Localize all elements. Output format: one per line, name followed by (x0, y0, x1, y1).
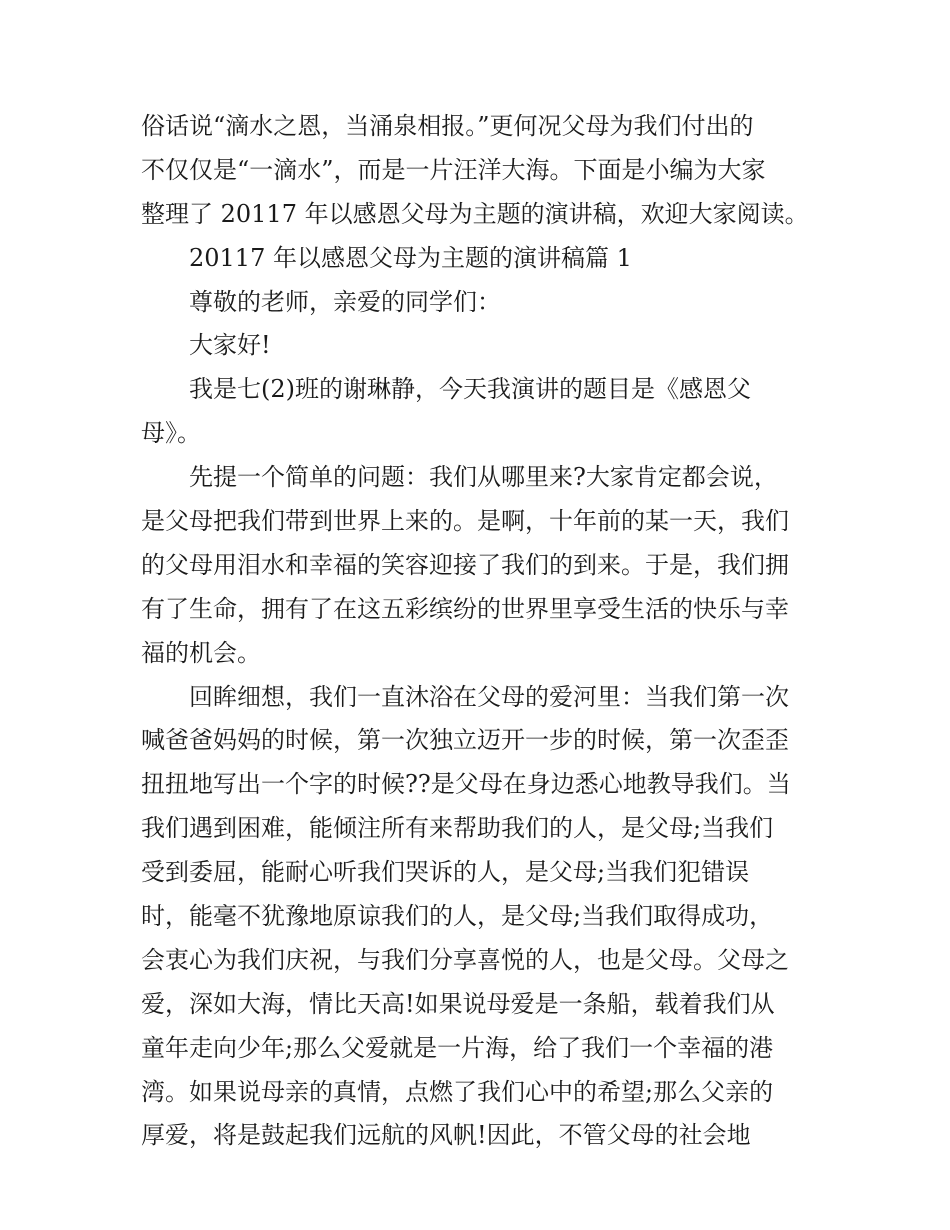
text-line: 湾。如果说母亲的真情，点燃了我们心中的希望;那么父亲的 (141, 1077, 774, 1106)
text-line: 厚爱，将是鼓起我们远航的风帆!因此，不管父母的社会地 (141, 1121, 751, 1150)
text-line: 先提一个简单的问题：我们从哪里来?大家肯定都会说， (189, 463, 778, 492)
text-line: 有了生命，拥有了在这五彩缤纷的世界里享受生活的快乐与幸 (141, 594, 789, 623)
text-line: 母》。 (141, 419, 201, 448)
text-line: 整理了 20117 年以感恩父母为主题的演讲稿，欢迎大家阅读。 (141, 199, 809, 228)
text-line: 我们遇到困难，能倾注所有来帮助我们的人，是父母;当我们 (141, 814, 774, 843)
greeting: 大家好! (189, 331, 271, 360)
salutation: 尊敬的老师，亲爱的同学们： (189, 287, 501, 316)
section-heading: 20117 年以感恩父母为主题的演讲稿篇 1 (189, 243, 632, 272)
text-line: 不仅仅是“一滴水”，而是一片汪洋大海。下面是小编为大家 (141, 155, 766, 184)
text-line: 会衷心为我们庆祝，与我们分享喜悦的人，也是父母。父母之 (141, 945, 789, 974)
text-line: 受到委屈，能耐心听我们哭诉的人，是父母;当我们犯错误 (141, 858, 750, 887)
text-line: 时，能毫不犹豫地原谅我们的人，是父母;当我们取得成功， (141, 902, 774, 931)
text-line: 我是七(2)班的谢琳静，今天我演讲的题目是《感恩父 (189, 375, 751, 404)
text-line: 喊爸爸妈妈的时候，第一次独立迈开一步的时候，第一次歪歪 (141, 726, 789, 755)
text-line: 是父母把我们带到世界上来的。是啊，十年前的某一天，我们 (141, 507, 789, 536)
text-line: 回眸细想，我们一直沐浴在父母的爱河里：当我们第一次 (189, 682, 789, 711)
text-line: 扭扭地写出一个字的时候??是父母在身边悉心地教导我们。当 (141, 770, 791, 799)
document-body (141, 105, 811, 1158)
text-line: 爱，深如大海，情比天高!如果说母爱是一条船，载着我们从 (141, 989, 775, 1018)
text-line: 的父母用泪水和幸福的笑容迎接了我们的到来。于是，我们拥 (141, 550, 789, 579)
text-line: 福的机会。 (141, 638, 261, 667)
text-line: 童年走向少年;那么父爱就是一片海，给了我们一个幸福的港 (141, 1033, 774, 1062)
text-line: 俗话说“滴水之恩，当涌泉相报。”更何况父母为我们付出的 (141, 112, 754, 140)
